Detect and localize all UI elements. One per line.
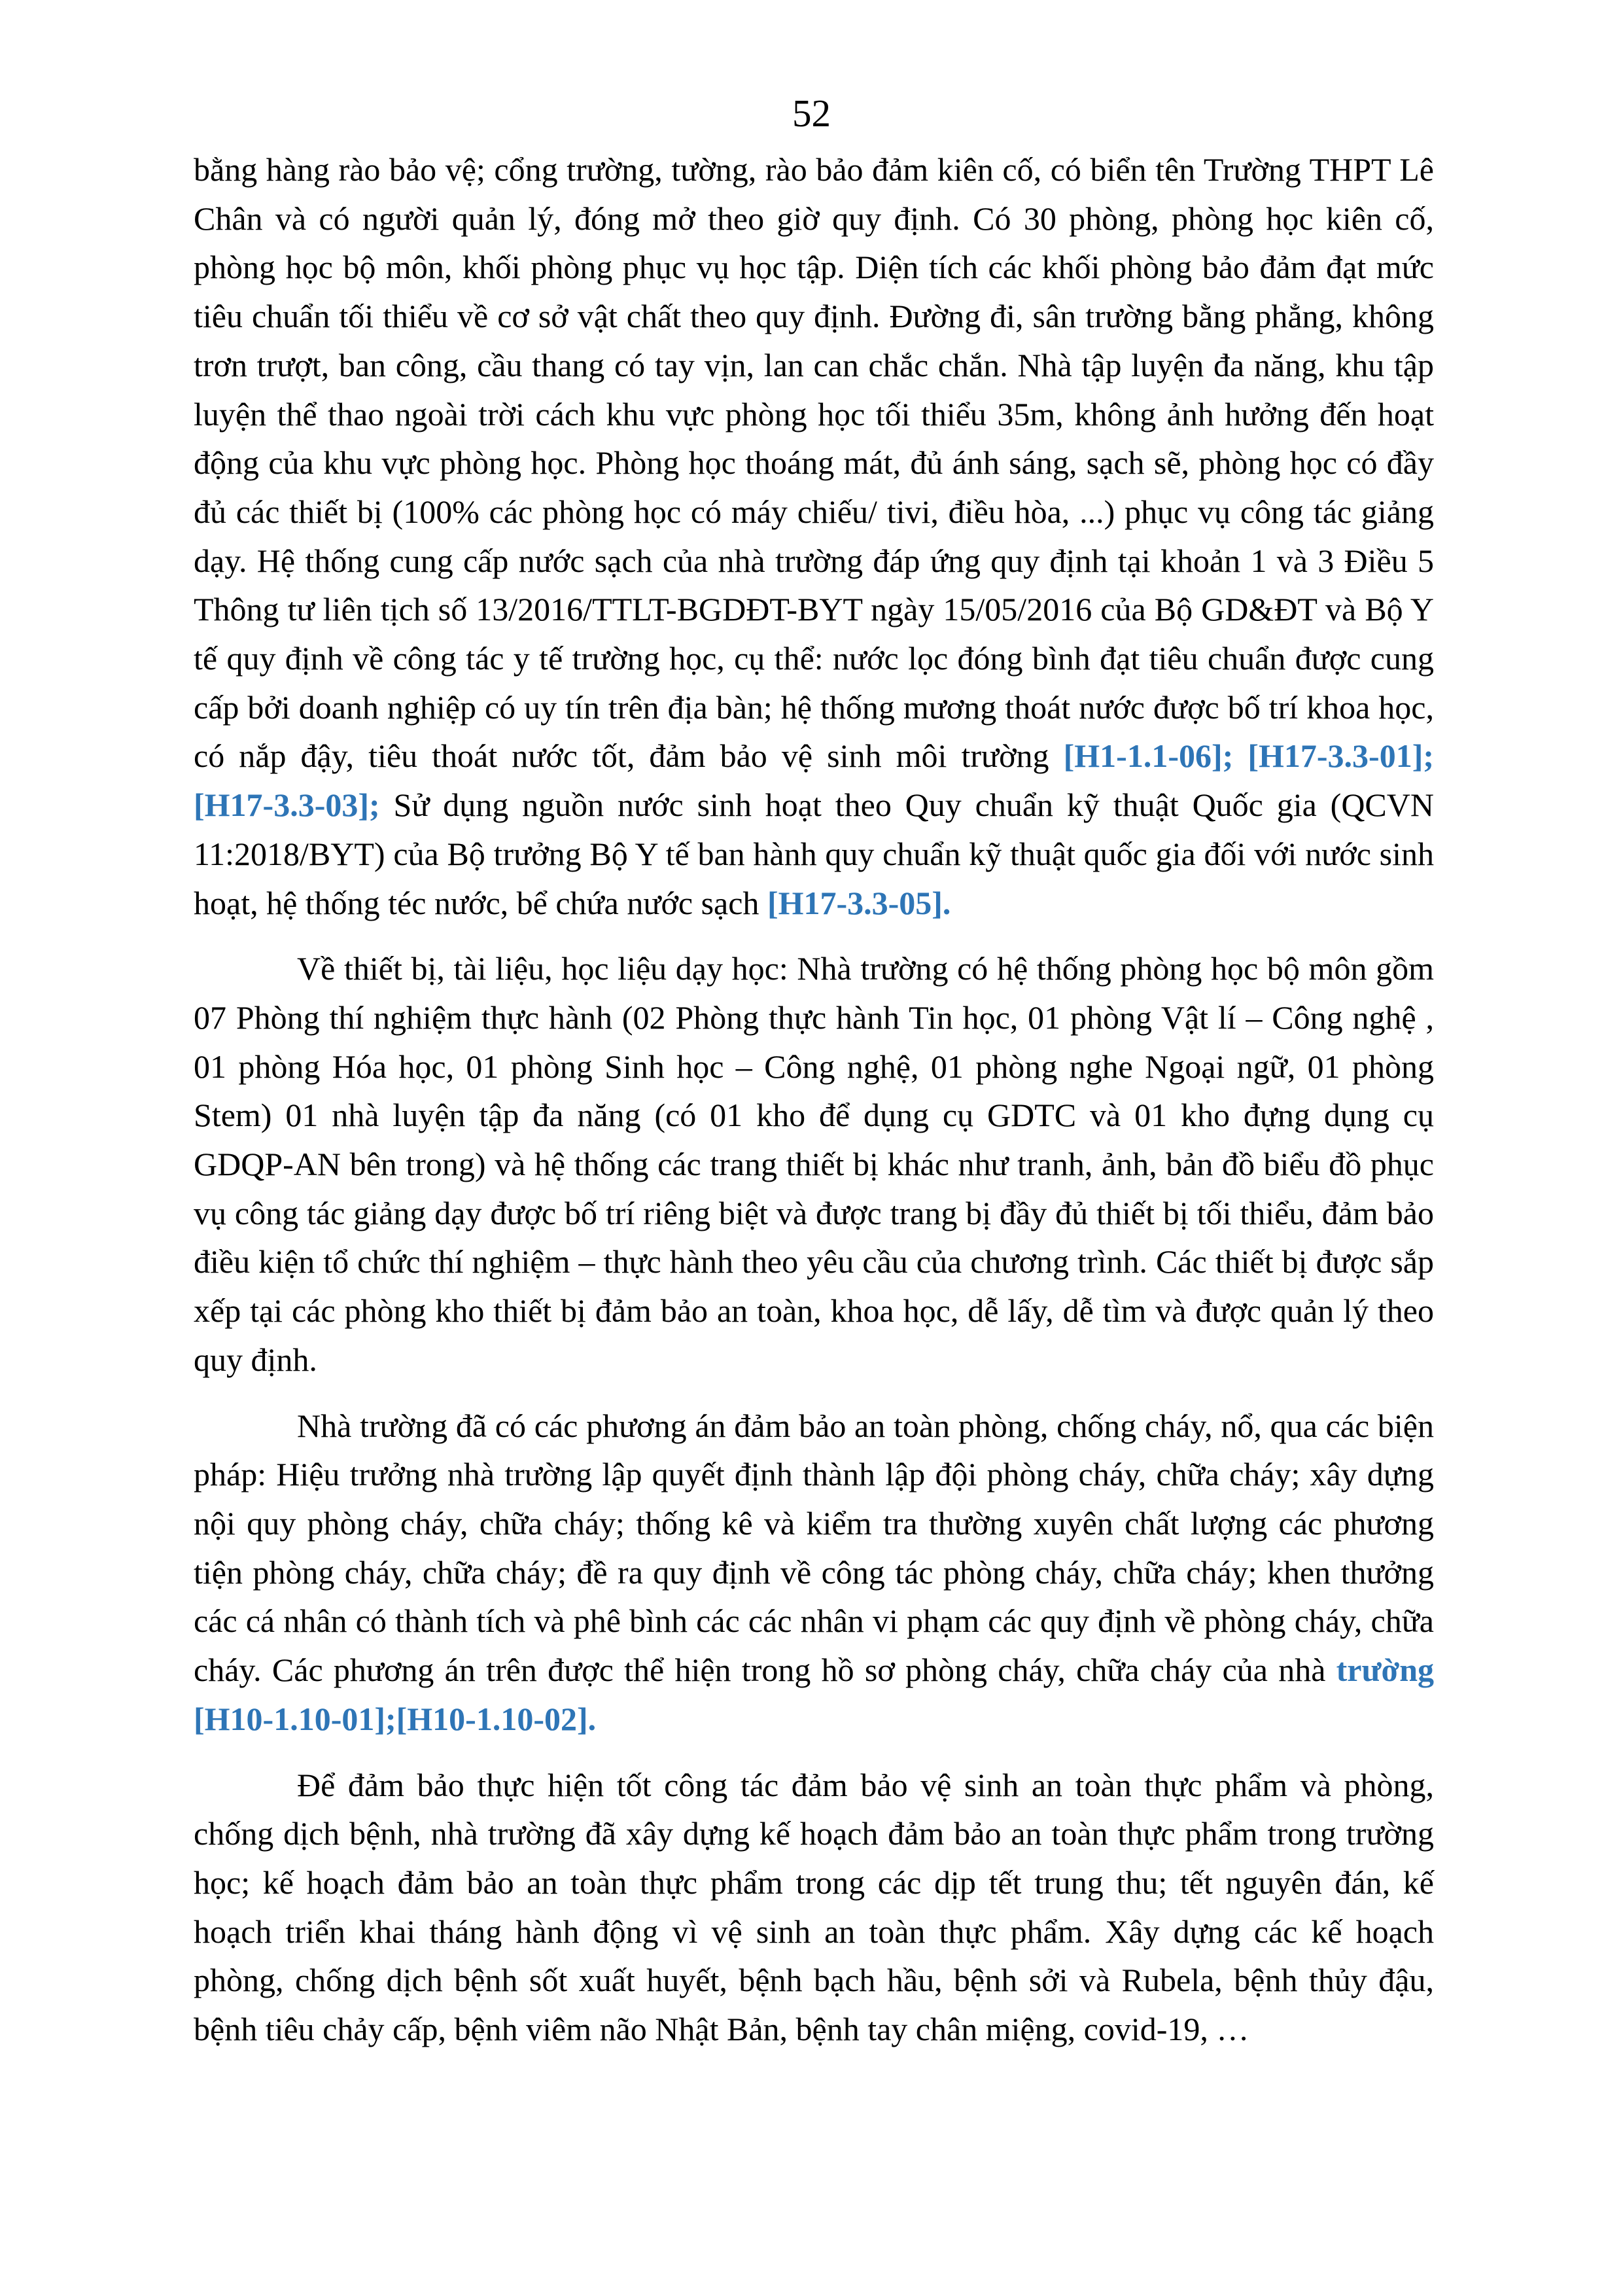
paragraph-text: Nhà trường đã có các phương án đảm bảo an toàn phòng, chống cháy, nổ, qua các biện pháp: Hiệu trưởng nhà trường lập quyết định thành lập đội phòng cháy, chữa cháy; xây dựng nội quy phòng cháy, chữa cháy; thống kê và kiểm tra thường xuyên chất lượng các phương tiện phòng cháy, chữa cháy; đề ra quy định về công tác phòng cháy, chữa cháy; khen thưởng các cá nhân có thành tích và phê bình các các nhân vi phạm các quy định về phòng cháy, chữa cháy. Các phương án trên được thể hiện trong hồ sơ phòng cháy, chữa cháy của nhà: [194, 1407, 1434, 1689]
paragraph-food-safety: Để đảm bảo thực hiện tốt công tác đảm bảo vệ sinh an toàn thực phẩm và phòng, chống dịch bệnh, nhà trường đã xây dựng kế hoạch đảm bảo an toàn thực phẩm trong trường học; kế hoạch đảm bảo an toàn thực phẩm trong các dịp tết trung thu; tết nguyên đán, kế hoạch triển khai tháng hành động vì vệ sinh an toàn thực phẩm. Xây dựng các kế hoạch phòng, chống dịch bệnh sốt xuất huyết, bệnh bạch hầu, bệnh sởi và Rubela, bệnh thủy đậu, bệnh tiêu chảy cấp, bệnh viêm não Nhật Bản, bệnh tay chân miệng, covid-19, …: [194, 1766, 1434, 2048]
evidence-reference: trường [H10-1.10-01];[H10-1.10-02].: [194, 1651, 1434, 1737]
evidence-reference: [H1-1.1-06]; [H17-3.3-01]; [H17-3.3-03];: [194, 737, 1434, 824]
paragraph-fire-safety: [194, 1402, 1434, 1744]
paragraph-facilities: [194, 145, 1434, 927]
page-number: 52: [792, 92, 831, 135]
paragraph-text: bằng hàng rào bảo vệ; cổng trường, tường, rào bảo đảm kiên cố, có biển tên Trường THPT Lê Chân và có người quản lý, đóng mở theo giờ quy định. Có 30 phòng, phòng học kiên cố, phòng học bộ môn, khối phòng phục vụ học tập. Diện tích các khối phòng bảo đảm đạt mức tiêu chuẩn tối thiểu về cơ sở vật chất theo quy định. Đường đi, sân trường bằng phẳng, không trơn trượt, ban công, cầu thang có tay vịn, lan can chắc chắn. Nhà tập luyện đa năng, khu tập luyện thể thao ngoài trời cách khu vực phòng học tối thiểu 35m, không ảnh hưởng đến hoạt động của khu vực phòng học. Phòng học thoáng mát, đủ ánh sáng, sạch sẽ, phòng học có đầy đủ các thiết bị (100% các phòng học có máy chiếu/ tivi, điều hòa, ...) phục vụ công tác giảng dạy. Hệ thống cung cấp nước sạch của nhà trường đáp ứng quy định tại khoản 1 và 3 Điều 5 Thông tư liên tịch số 13/2016/TTLT-BGDĐT-BYT ngày 15/05/2016 của Bộ GD&ĐT và Bộ Y tế quy định về công tác y tế trường học, cụ thể: nước lọc đóng bình đạt tiêu chuẩn được cung cấp bởi doanh nghiệp có uy tín trên địa bàn; hệ thống mương thoát nước được bố trí khoa học, có nắp đậy, tiêu thoát nước tốt, đảm bảo vệ sinh môi trường: [194, 151, 1434, 775]
paragraph-text: Sử dụng nguồn nước sinh hoạt theo Quy chuẩn kỹ thuật Quốc gia (QCVN 11:2018/BYT) của Bộ trưởng Bộ Y tế ban hành quy chuẩn kỹ thuật quốc gia đối với nước sinh hoạt, hệ thống téc nước, bể chứa nước sạch: [194, 786, 1434, 921]
evidence-reference: [H17-3.3-05].: [767, 884, 951, 921]
document-body: [194, 145, 1434, 2054]
paragraph-equipment: Về thiết bị, tài liệu, học liệu dạy học: Nhà trường có hệ thống phòng học bộ môn gồm 07 Phòng thí nghiệm thực hành (02 Phòng thực hành Tin học, 01 phòng Vật lí – Công nghệ , 01 phòng Hóa học, 01 phòng Sinh học – Công nghệ, 01 phòng nghe Ngoại ngữ, 01 phòng Stem) 01 nhà luyện tập đa năng (có 01 kho để dụng cụ GDTC và 01 kho đựng dụng cụ GDQP-AN bên trong) và hệ thống các trang thiết bị khác như tranh, ảnh, bản đồ biểu đồ phục vụ công tác giảng dạy được bố trí riêng biệt và được trang bị đầy đủ thiết bị tối thiểu, đảm bảo điều kiện tổ chức thí nghiệm – thực hành theo yêu cầu của chương trình. Các thiết bị được sắp xếp tại các phòng kho thiết bị đảm bảo an toàn, khoa học, dễ lấy, dễ tìm và được quản lý theo quy định.: [194, 950, 1434, 1378]
